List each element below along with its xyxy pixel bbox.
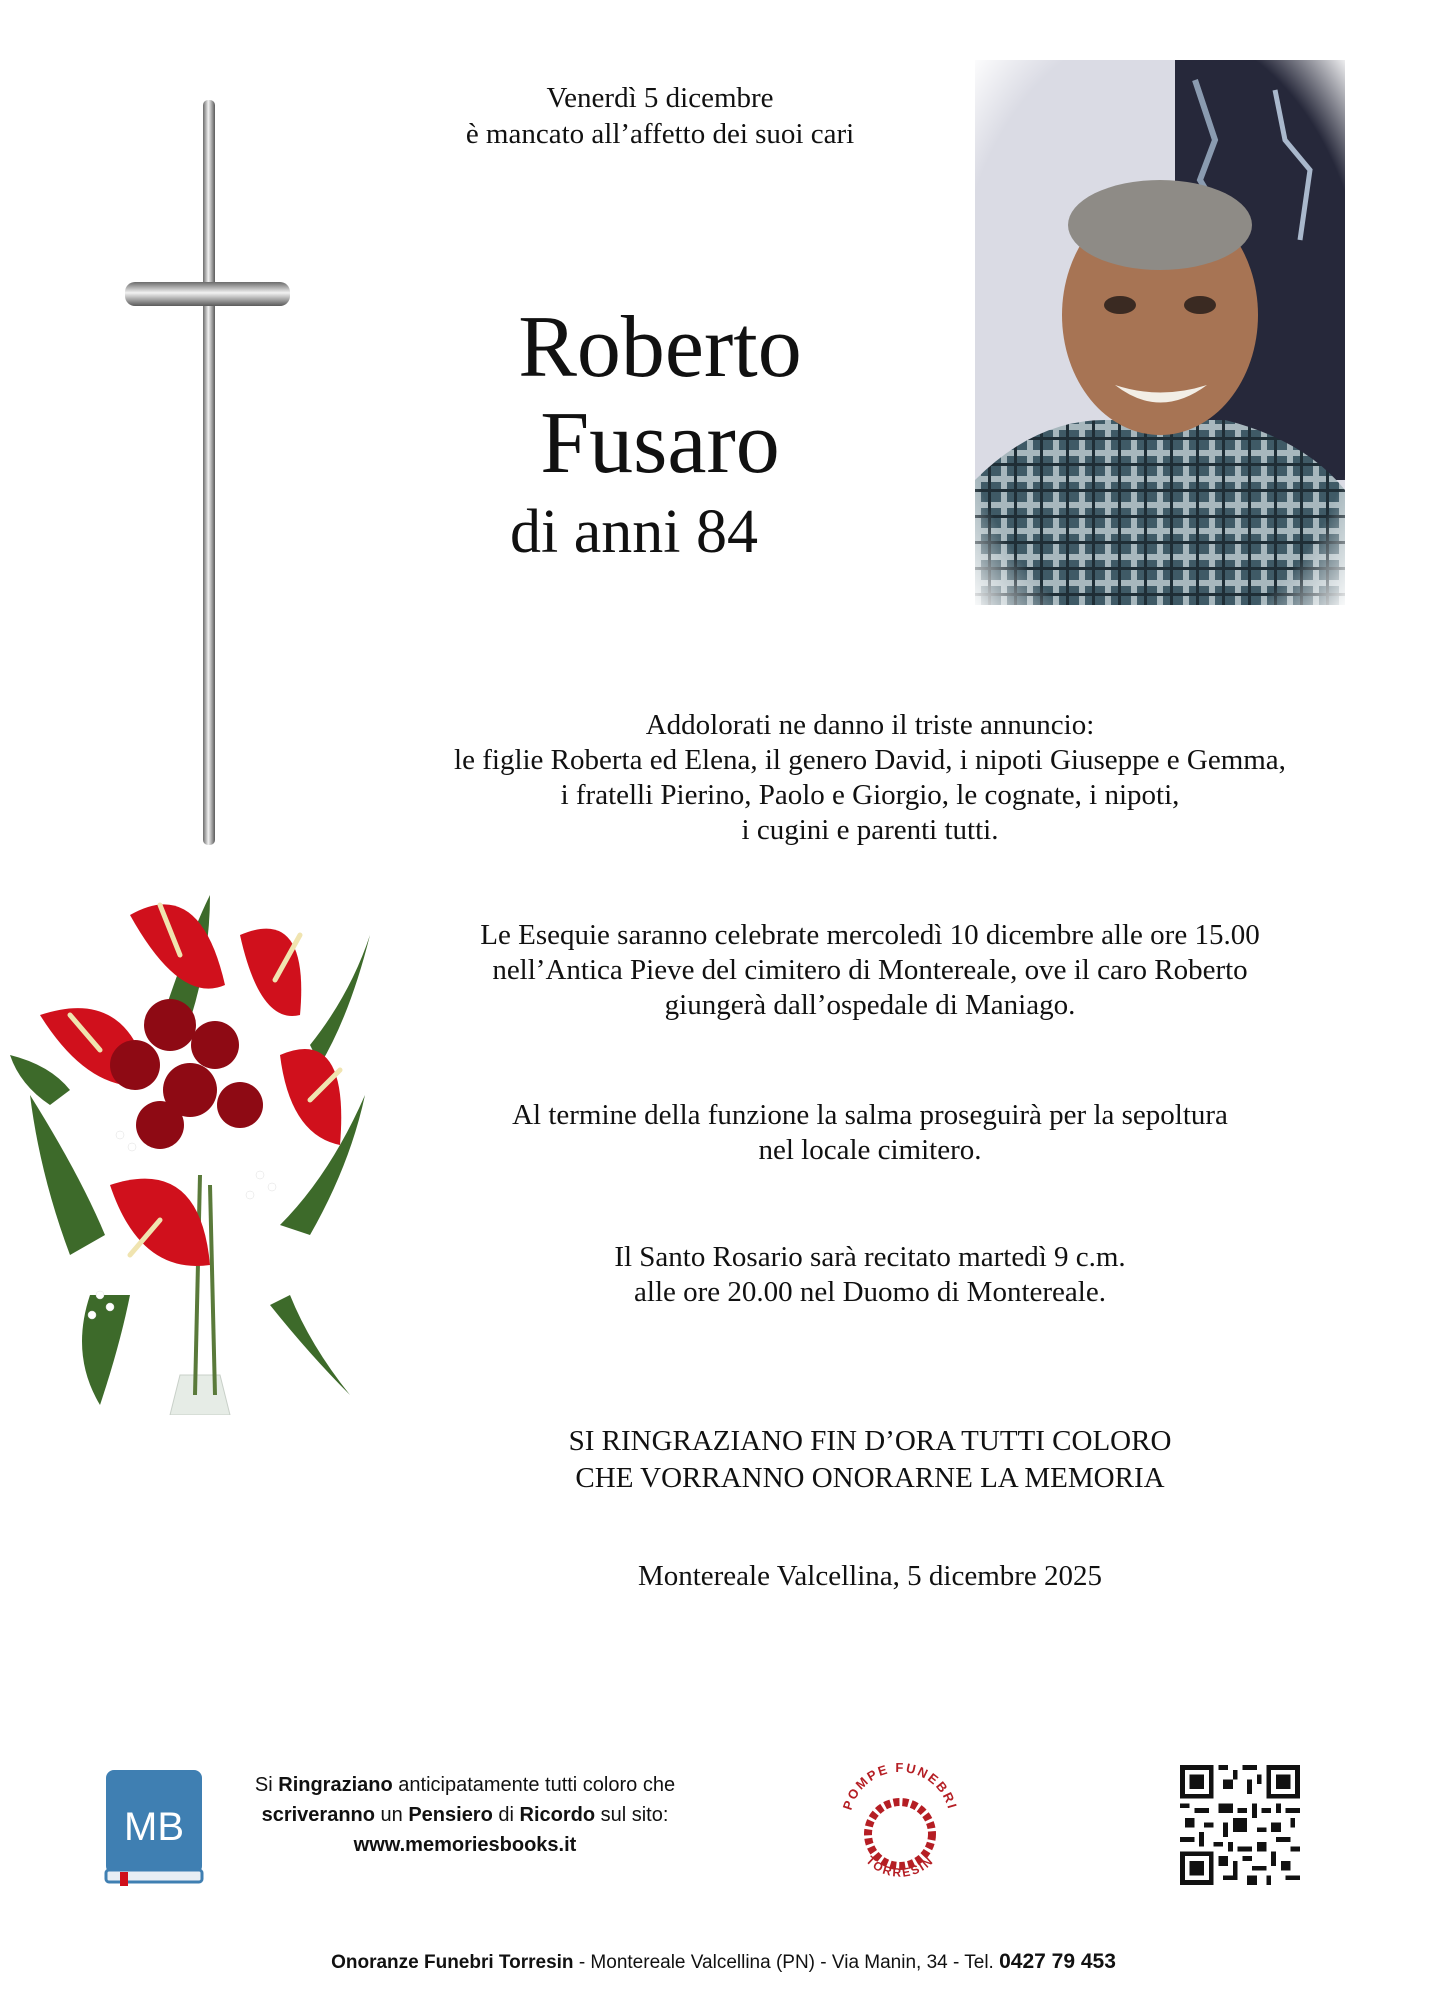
mb-logo-text: MB	[124, 1805, 184, 1849]
deceased-age: di anni 84	[510, 498, 758, 566]
burial-paragraph	[340, 1098, 1400, 1168]
announcement-line: Addolorati ne danno il triste annuncio:	[645, 709, 1095, 741]
deceased-name-block	[420, 300, 900, 572]
intro-date: Venerdì 5 dicembre	[546, 82, 774, 114]
rosary-line: alle ore 20.00 nel Duomo di Montereale.	[634, 1276, 1106, 1308]
burial-line: nel locale cimitero.	[758, 1134, 982, 1166]
announcement-line: i cugini e parenti tutti.	[741, 814, 999, 846]
footer-company: Onoranze Funebri Torresin	[331, 1952, 574, 1973]
intro-text	[380, 80, 940, 152]
portrait-photo	[975, 60, 1345, 605]
deceased-last-name: Fusaro	[540, 395, 780, 492]
announcement-line: le figlie Roberta ed Elena, il genero David, i nipoti Giuseppe e Gemma,	[454, 744, 1286, 776]
torresin-logo-icon	[835, 1752, 965, 1902]
torresin-logo-top-text: POMPE FUNEBRI	[839, 1759, 961, 1812]
footer-msg-line-2: scriveranno un Pensiero di Ricordo sul sito:	[261, 1804, 669, 1826]
thanks-line: SI RINGRAZIANO FIN D’ORA TUTTI COLORO	[568, 1425, 1172, 1457]
announcement-paragraph	[340, 708, 1400, 848]
svg-text:POMPE FUNEBRI	[840, 1760, 961, 1812]
svg-text:TORRESIN	[863, 1853, 936, 1880]
footer-msg-line-1: Si Ringraziano anticipatamente tutti coloro che	[254, 1774, 676, 1796]
cross-icon	[120, 100, 300, 860]
burial-line: Al termine della funzione la salma proseguirà per la sepoltura	[512, 1099, 1228, 1131]
place-date: Montereale Valcellina, 5 dicembre 2025	[637, 1560, 1103, 1592]
thanks-line: CHE VORRANNO ONORARNE LA MEMORIA	[575, 1462, 1165, 1494]
footer-phone: 0427 79 453	[999, 1950, 1116, 1973]
flower-bouquet-image	[10, 875, 380, 1415]
memoriesbooks-logo-icon[interactable]	[104, 1768, 204, 1888]
announcement-line: i fratelli Pierino, Paolo e Giorgio, le cognate, i nipoti,	[560, 779, 1180, 811]
footer-contact-bar	[0, 1950, 1447, 1974]
deceased-first-name: Roberto	[518, 299, 802, 396]
intro-subtitle: è mancato all’affetto dei suoi cari	[465, 118, 855, 150]
qr-code-icon[interactable]	[1180, 1765, 1300, 1885]
funeral-line: Le Esequie saranno celebrate mercoledì 10 dicembre alle ore 15.00	[480, 919, 1260, 951]
rosary-line: Il Santo Rosario sarà recitato martedì 9 c.m.	[614, 1241, 1126, 1273]
torresin-logo-bottom-text: TORRESIN	[863, 1853, 937, 1880]
funeral-line: nell’Antica Pieve del cimitero di Montereale, ove il caro Roberto	[492, 954, 1248, 986]
rosary-paragraph	[340, 1240, 1400, 1310]
funeral-line: giungerà dall’ospedale di Maniago.	[664, 989, 1076, 1021]
thanks-paragraph	[340, 1423, 1400, 1497]
footer-address: - Montereale Valcellina (PN) - Via Manin, 34 - Tel.	[573, 1952, 1000, 1973]
memoriesbooks-url-link[interactable]: www.memoriesbooks.it	[353, 1834, 577, 1856]
memoriesbooks-message	[215, 1770, 715, 1860]
funeral-paragraph	[340, 918, 1400, 1023]
